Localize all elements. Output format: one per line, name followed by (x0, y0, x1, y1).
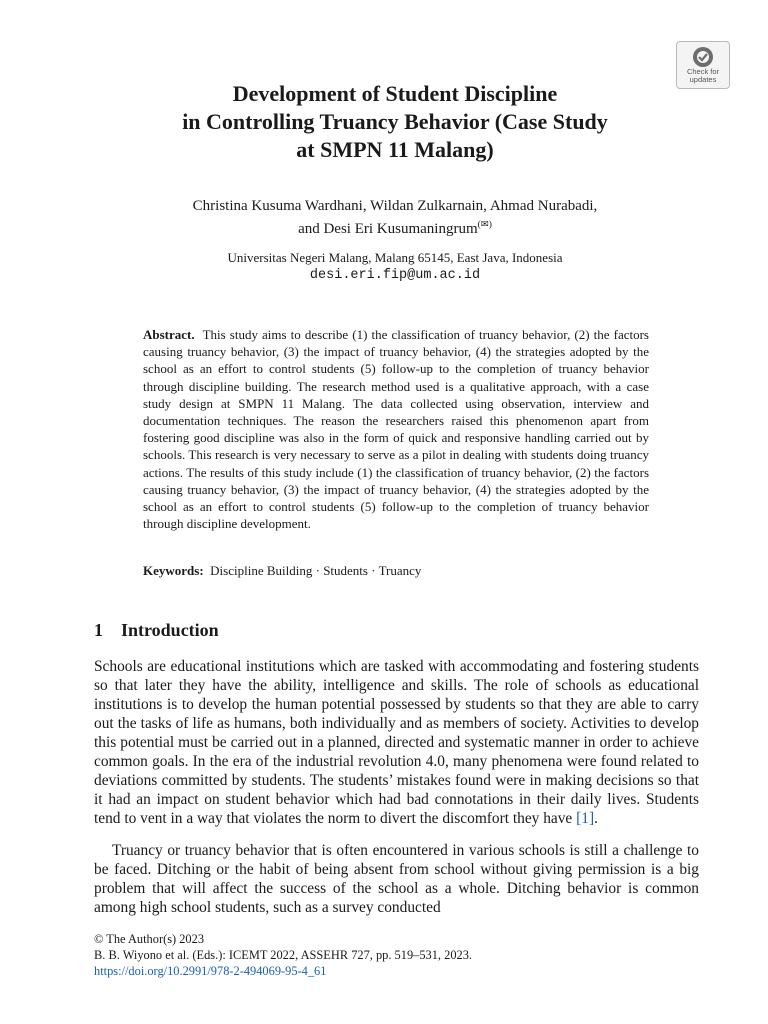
body-paragraph-1 (94, 657, 699, 828)
doi-link[interactable]: https://doi.org/10.2991/978-2-494069-95-4_61 (94, 964, 327, 978)
abstract-label: Abstract. (143, 327, 195, 342)
keywords-text: Discipline Building · Students · Truancy (210, 563, 422, 578)
author-list (120, 197, 670, 239)
citation-link-1[interactable]: [1] (576, 810, 595, 827)
authors-line-2 (120, 216, 670, 239)
title-line-3: at SMPN 11 Malang) (296, 137, 494, 162)
abstract (143, 326, 649, 532)
copyright-line: © The Author(s) 2023 (94, 932, 205, 946)
authors-line-1: Christina Kusuma Wardhani, Wildan Zulkarnain, Ahmad Nurabadi, (192, 198, 598, 214)
paragraph-1-text: Schools are educational institutions which are tasked with accommodating and fostering students so that later they have the ability, intelligence and skills. The role of schools as educational institutions is to develop the human potential possessed by students so that they are able to carry out the tasks of life as humans, both individually and as members of society. Activities to develop this potential must be carried out in a planned, directed and systematic manner in order to achieve common goals. In the era of the industrial revolution 4.0, many phenomena were found related to deviations committed by students. The students’ mistakes found were in making decisions so that it had an impact on student behavior which had bad connotations in their daily lives. Students tend to vent in a way that violates the norm to divert the discomfort they have (94, 658, 699, 827)
corresponding-author-mark[interactable]: (✉) (477, 220, 492, 230)
check-for-updates-icon (690, 46, 716, 68)
abstract-text: This study aims to describe (1) the classification of truancy behavior, (2) the factors causing truancy behavior, (3) the impact of truancy behavior, (4) the strategies adopted by the school as an effort to control students (5) follow-up to the completion of truancy behavior through discipline building. The research method used is a qualitative approach, with a case study design at SMPN 11 Malang. The data collected using observation, interview and documentation techniques. The reason the researchers raised this phenomenon apart from fostering good discipline was also in the form of quick and responsive handling carried out by schools. This research is very necessary to serve as a pilot in dealing with students doing truancy actions. The results of this study include (1) the classification of truancy behavior, (2) the factors causing truancy behavior, (3) the impact of truancy behavior, (4) the strategies adopted by the school as an effort to control students (5) follow-up to the completion of truancy behavior through discipline development. (143, 327, 649, 532)
author-email[interactable]: desi.eri.fip@um.ac.id (309, 268, 481, 283)
paragraph-1-end: . (594, 810, 598, 827)
keywords-label: Keywords: (143, 563, 204, 578)
section-number: 1 (94, 620, 103, 640)
page-footer (94, 931, 694, 979)
body-paragraph-2: Truancy or truancy behavior that is often encountered in various schools is still a challenge to be faced. Ditching or the habit of being absent from school without giving permission is a big problem that will affect the success of the school as a whole. Ditching behavior is common among high school students, such as a survey conducted (94, 842, 699, 916)
paper-title (120, 80, 670, 164)
title-line-2: in Controlling Truancy Behavior (Case Study (182, 109, 608, 134)
badge-label-line1: Check for (686, 67, 720, 76)
keywords (143, 562, 649, 579)
authors-line-2-text: and Desi Eri Kusumaningrum (298, 221, 478, 237)
section-title: Introduction (121, 620, 219, 640)
check-for-updates-badge[interactable] (676, 41, 730, 89)
badge-label-line2: updates (689, 75, 717, 84)
citation-line: B. B. Wiyono et al. (Eds.): ICEMT 2022, ASSEHR 727, pp. 519–531, 2023. (94, 948, 472, 962)
section-heading-introduction (94, 619, 694, 641)
affiliation: Universitas Negeri Malang, Malang 65145, East Java, Indonesia (227, 250, 563, 265)
title-line-1: Development of Student Discipline (232, 81, 558, 106)
